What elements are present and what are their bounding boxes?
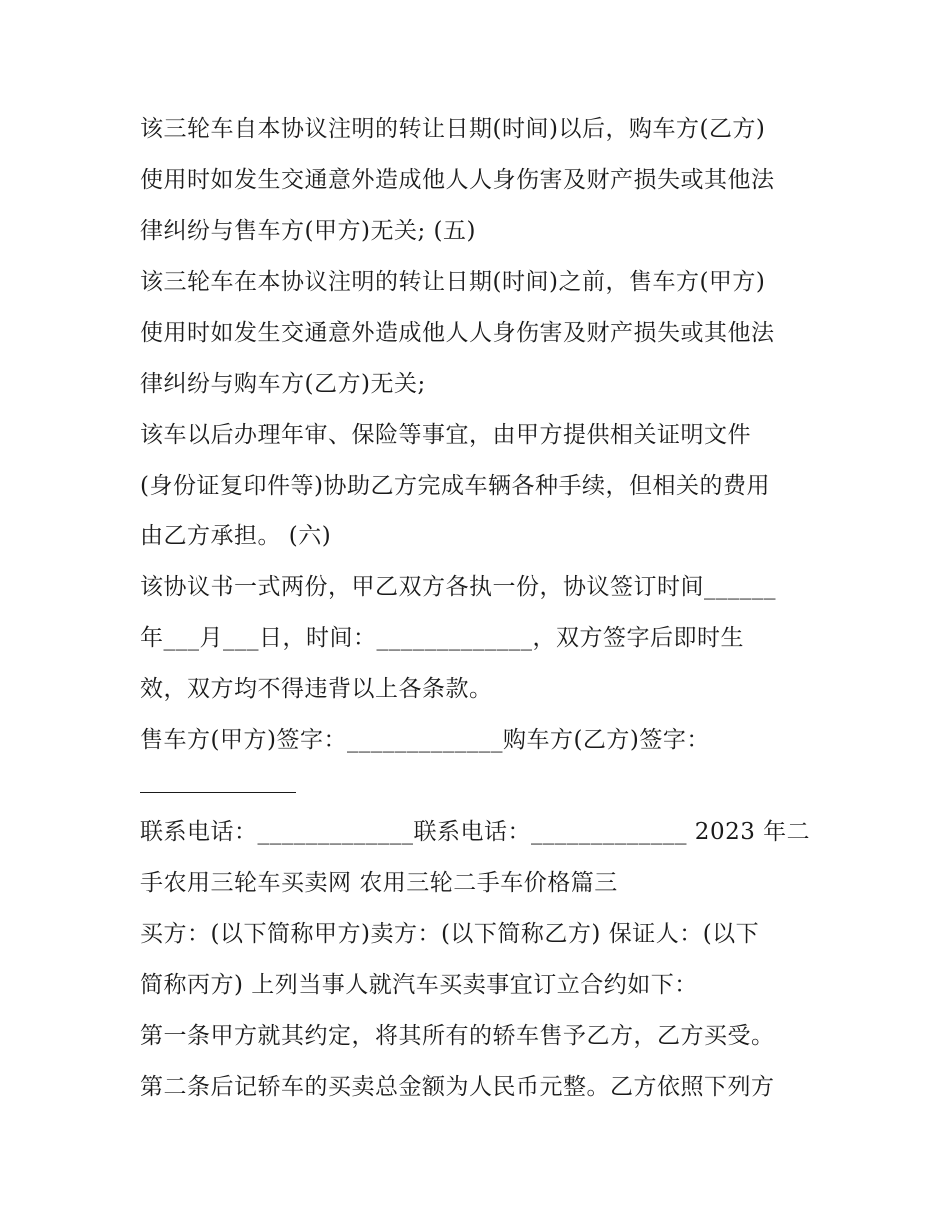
paragraph-line: 第二条后记轿车的买卖总金额为人民币元整。乙方依照下列方 <box>140 1074 775 1100</box>
paragraph-line: 效，双方均不得违背以上各条款。 <box>140 676 493 702</box>
paragraph-line: 该协议书一式两份，甲乙双方各执一份，协议签订时间______ <box>140 574 776 600</box>
paragraph-line: 手农用三轮车买卖网 农用三轮二手车价格篇三 <box>140 870 618 896</box>
paragraph-line: 该三轮车在本协议注明的转让日期(时间)之前，售车方(甲方) <box>140 269 766 295</box>
paragraph-line: 简称丙方) 上列当事人就汽车买卖事宜订立合约如下： <box>140 972 698 998</box>
paragraph-line: 买方：(以下简称甲方)卖方：(以下简称乙方) 保证人：(以下 <box>140 921 760 947</box>
contact-line: 联系电话：_____________联系电话：_____________ 2023 年二 <box>140 819 811 845</box>
signature-underline <box>140 792 296 793</box>
paragraph-line: 使用时如发生交通意外造成他人人身伤害及财产损失或其他法 <box>140 320 775 346</box>
paragraph-line: 年___月___日，时间：_____________，双方签字后即时生 <box>140 625 744 651</box>
paragraph-line: 律纠纷与售车方(甲方)无关; (五) <box>140 218 476 244</box>
paragraph-line: (身份证复印件等)协助乙方完成车辆各种手续，但相关的费用 <box>140 473 770 499</box>
paragraph-line: 律纠纷与购车方(乙方)无关; <box>140 371 426 397</box>
paragraph-line: 第一条甲方就其约定，将其所有的轿车售予乙方，乙方买受。 <box>140 1023 775 1049</box>
paragraph-line: 由乙方承担。 (六) <box>140 523 332 549</box>
signature-line: 售车方(甲方)签字：_____________购车方(乙方)签字： <box>140 727 710 753</box>
paragraph-line: 使用时如发生交通意外造成他人人身伤害及财产损失或其他法 <box>140 167 775 193</box>
paragraph-line: 该车以后办理年审、保险等事宜，由甲方提供相关证明文件 <box>140 422 751 448</box>
paragraph-line: 该三轮车自本协议注明的转让日期(时间)以后，购车方(乙方) <box>140 116 766 142</box>
